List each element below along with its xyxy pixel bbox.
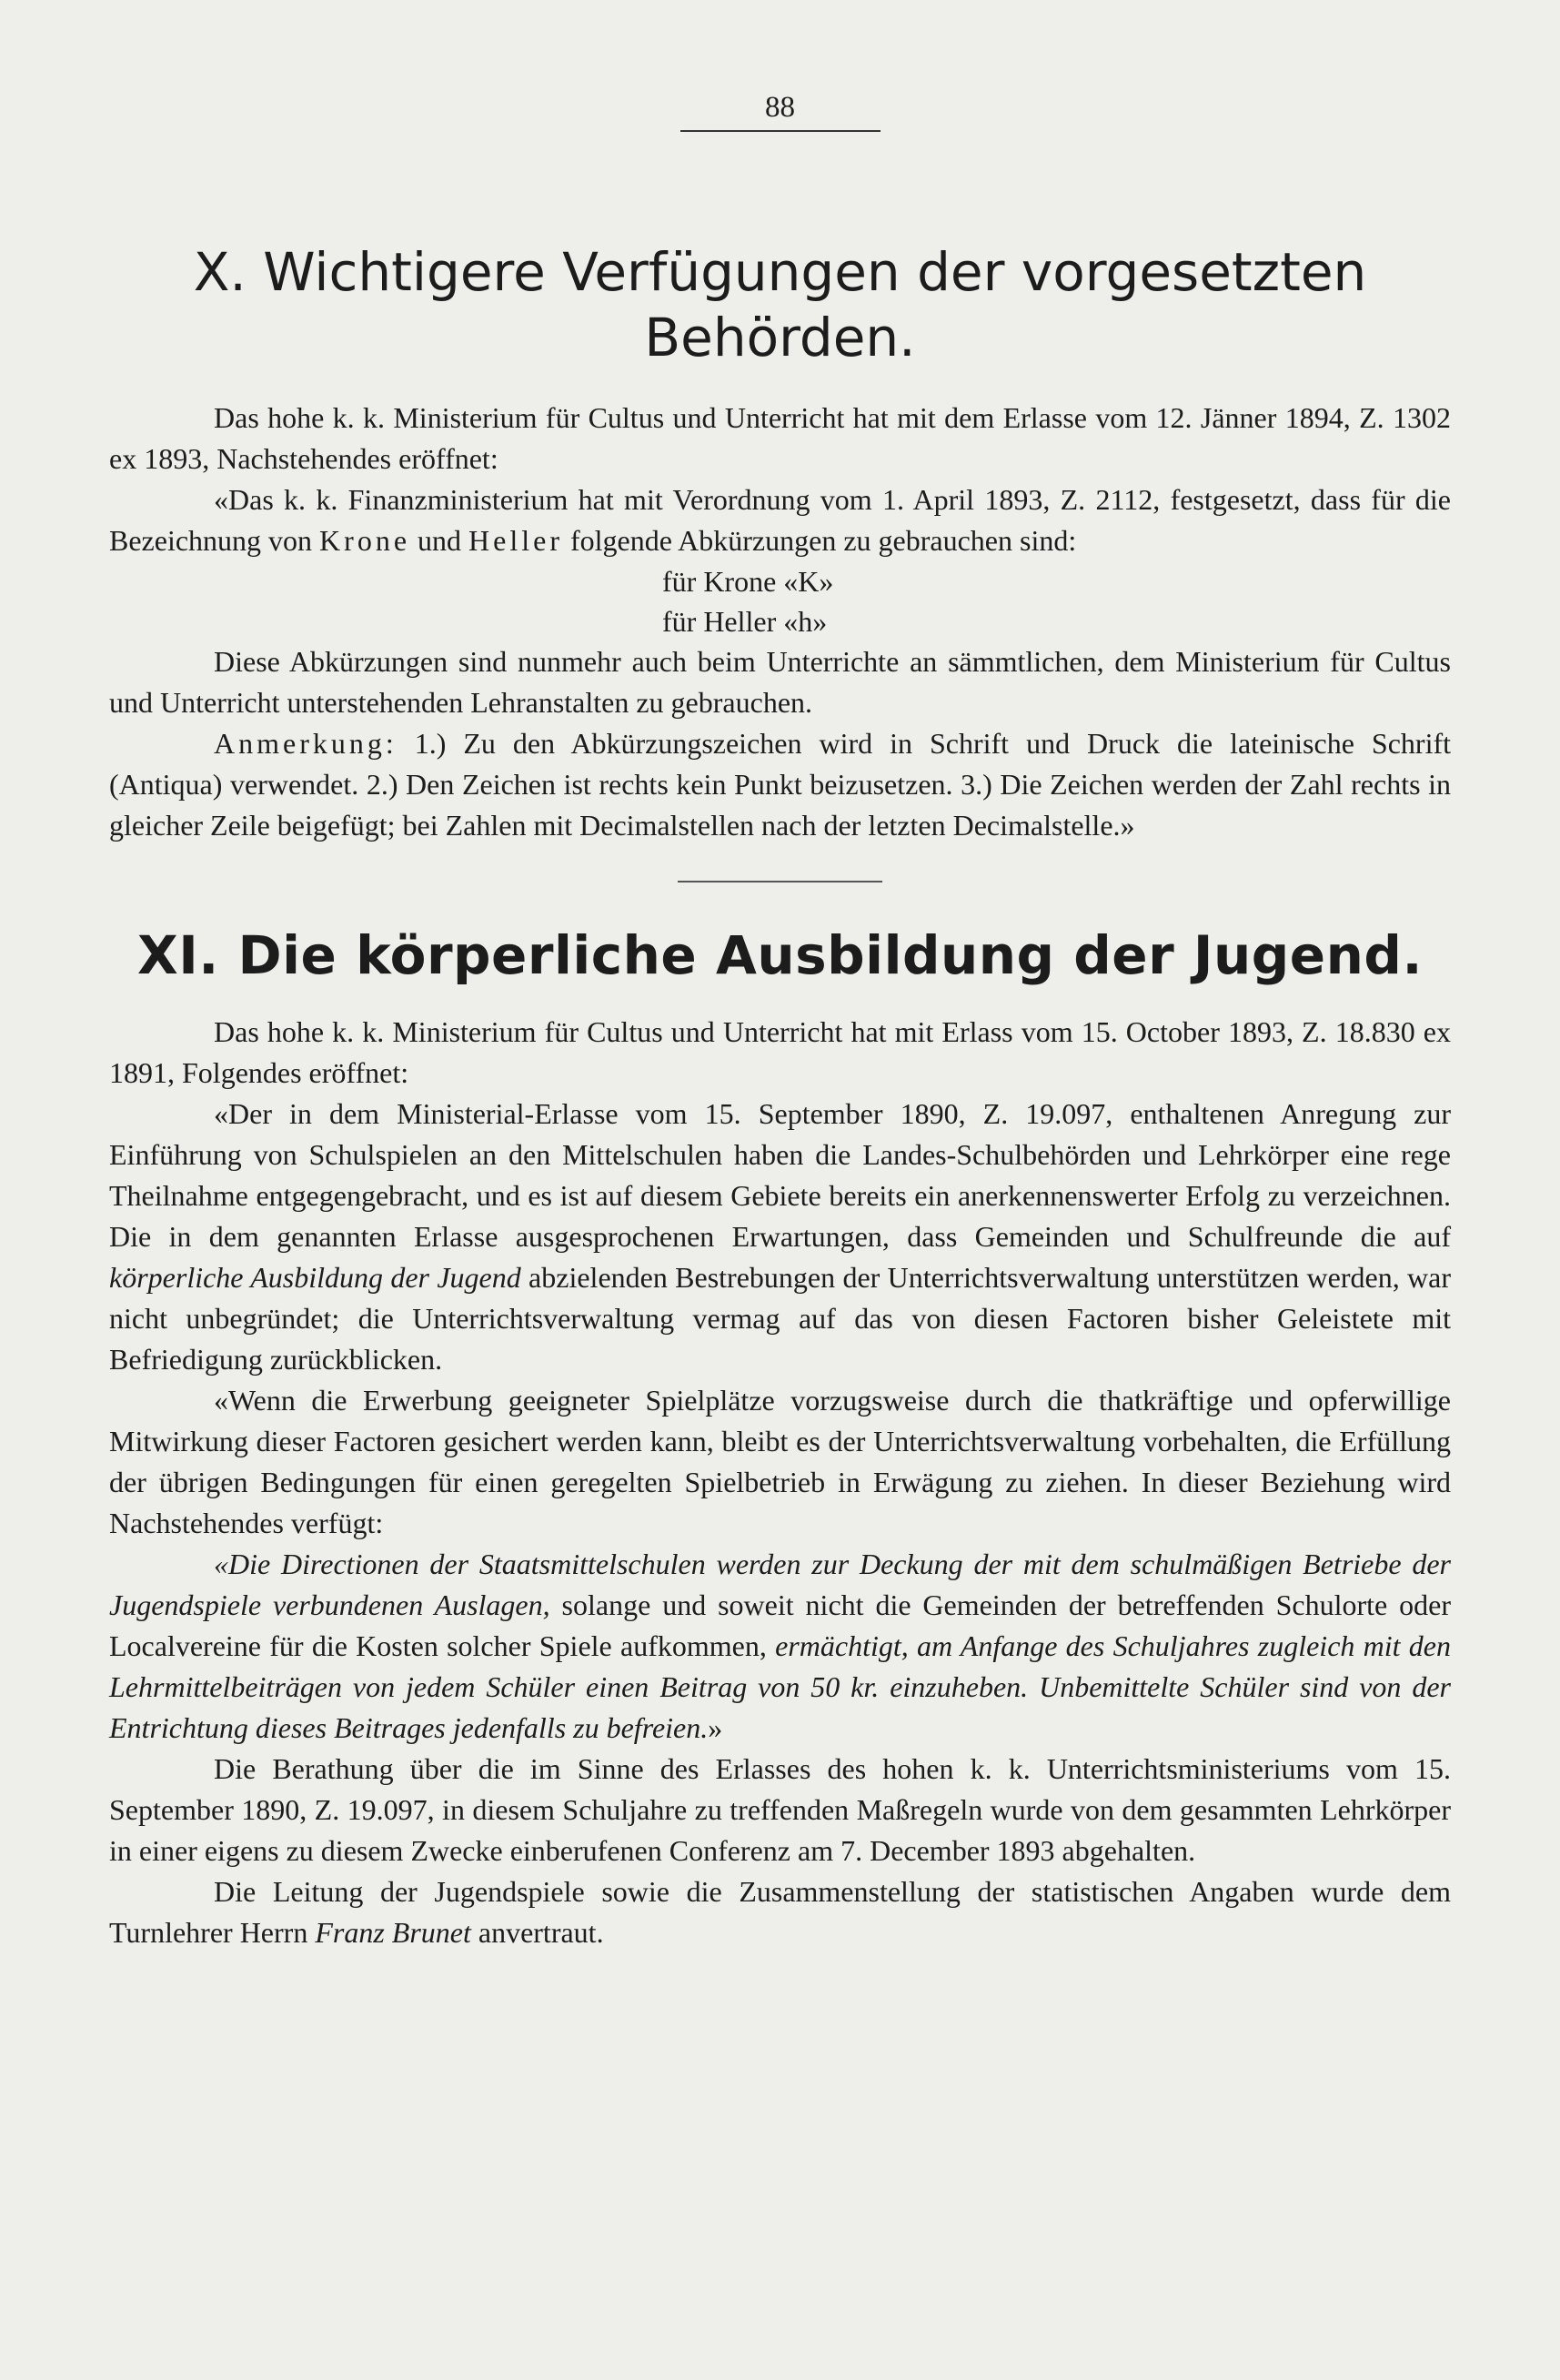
person-name: Franz Brunet — [315, 1916, 471, 1949]
section-11-paragraph: Die Berathung über die im Sinne des Erlasses des hohen k. k. Unterrichtsministeriums vom 15. September 1890, Z. 19.097, in diesem Schuljahre zu treffenden Maßregeln wurde von dem gesammten Lehrkörper in einer eigens zu diesem Zwecke einberufenen Conferenz am 7. December 1893 abgehalten. — [109, 1752, 1451, 1867]
page-number: 88 — [765, 91, 795, 124]
section-divider — [678, 881, 882, 882]
section-11-paragraph — [109, 1871, 1451, 1953]
section-10-title-line2: Behörden. — [644, 307, 916, 368]
abbreviation-list — [662, 561, 1451, 641]
section-10-note — [109, 723, 1451, 846]
abbreviation-heller: für Heller «h» — [662, 605, 828, 638]
text-run: » — [708, 1711, 723, 1744]
abbreviation-krone: für Krone «K» — [662, 565, 834, 598]
note-label: Anmerkung: — [214, 727, 398, 760]
emphasis-heller: Heller — [468, 524, 563, 557]
emphasis-krone: Krone — [319, 524, 411, 557]
section-10-paragraph: Diese Abkürzungen sind nunmehr auch beim Unterrichte an sämmtlichen, dem Ministerium für Cultus und Unterricht unterstehenden Lehranstalten zu gebrauchen. — [109, 645, 1451, 719]
text-run: und — [410, 524, 469, 557]
italic-run: ermächtigt, am Anfange des Schuljahres zugleich mit den Lehrmittelbeiträgen von jedem Schüler einen Beitrag von 50 kr. einzuheben. Unbemittelte Schüler sind von der Entrichtung dieses Beitrages jedenfalls zu befreien. — [109, 1629, 1452, 1744]
text-run: «Der in dem Ministerial-Erlasse vom 15. September 1890, Z. 19.097, enthaltenen Anregung zur Einführung von Schulspielen an den Mittelschulen haben die Landes-Schulbehörden und Lehrkörper eine rege Theilnahme entgegengebracht, und es ist auf diesem Gebiete bereits ein anerkennenswerter Erfolg zu verzeichnen. Die in dem genannten Erlasse ausgesprochenen Erwartungen, dass Gemeinden und Schulfreunde die auf — [109, 1097, 1451, 1253]
section-10-paragraph — [109, 479, 1451, 561]
page-number-rule — [680, 130, 881, 132]
italic-run: körperliche Ausbildung der Jugend — [109, 1261, 521, 1294]
text-run: Die Leitung der Jugendspiele sowie die Zusammenstellung der statistischen Angaben wurde dem Turnlehrer Herrn — [109, 1875, 1451, 1949]
text-run: «Das k. k. Finanzministerium hat mit Verordnung vom 1. April 1893, Z. 2112, festgesetzt, dass für die Bezeichnung von — [109, 483, 1451, 557]
section-11-paragraph: Das hohe k. k. Ministerium für Cultus und Unterricht hat mit Erlass vom 15. October 1893, Z. 18.830 ex 1891, Folgendes eröffnet: — [109, 1015, 1451, 1089]
section-10-body — [109, 398, 1451, 846]
note-text: 1.) Zu den Abkürzungszeichen wird in Schrift und Druck die lateinische Schrift (Antiqua) verwendet. 2.) Den Zeichen ist rechts kein Punkt beizusetzen. 3.) Die Zeichen werden der Zahl rechts in gleicher Zeile beigefügt; bei Zahlen mit Decimalstellen nach der letzten Decimalstelle.» — [109, 727, 1451, 842]
text-run: abzielenden Bestrebungen der Unterrichtsverwaltung unterstützen werden, war nicht unbegründet; die Unterrichtsverwaltung vermag auf das von diesen Factoren bisher Geleistete mit Befriedigung zurückblicken. — [109, 1261, 1452, 1376]
section-11-paragraph: «Wenn die Erwerbung geeigneter Spielplätze vorzugsweise durch die thatkräftige und opferwillige Mitwirkung dieser Factoren gesichert werden kann, bleibt es der Unterrichtsverwaltung vorbehalten, die Erfüllung der übrigen Bedingungen für einen geregelten Spielbetrieb in Erwägung zu ziehen. In dieser Beziehung wird Nachstehendes verfügt: — [109, 1384, 1451, 1539]
section-11-title: XI. Die körperliche Ausbildung der Jugend. — [137, 924, 1423, 986]
text-run: anvertraut. — [470, 1916, 604, 1949]
italic-run: «Die Directionen der Staatsmittelschulen werden zur Deckung der mit dem schulmäßigen Betriebe der Jugendspiele verbundenen Auslagen, — [109, 1548, 1451, 1621]
section-11-body — [109, 1012, 1451, 1953]
section-10-paragraph: Das hohe k. k. Ministerium für Cultus und Unterricht hat mit dem Erlasse vom 12. Jänner 1894, Z. 1302 ex 1893, Nachstehendes eröffnet: — [109, 401, 1451, 475]
section-10-title-line1: X. Wichtigere Verfügungen der vorgesetzten — [193, 241, 1367, 303]
section-11-paragraph — [109, 1544, 1451, 1749]
section-10-title — [109, 239, 1451, 370]
text-run: folgende Abkürzungen zu gebrauchen sind: — [562, 524, 1077, 557]
text-run: solange und soweit nicht die Gemeinden der betreffenden Schulorte oder Localvereine für die Kosten solcher Spiele aufkommen, — [109, 1588, 1452, 1662]
section-11-paragraph — [109, 1094, 1451, 1380]
